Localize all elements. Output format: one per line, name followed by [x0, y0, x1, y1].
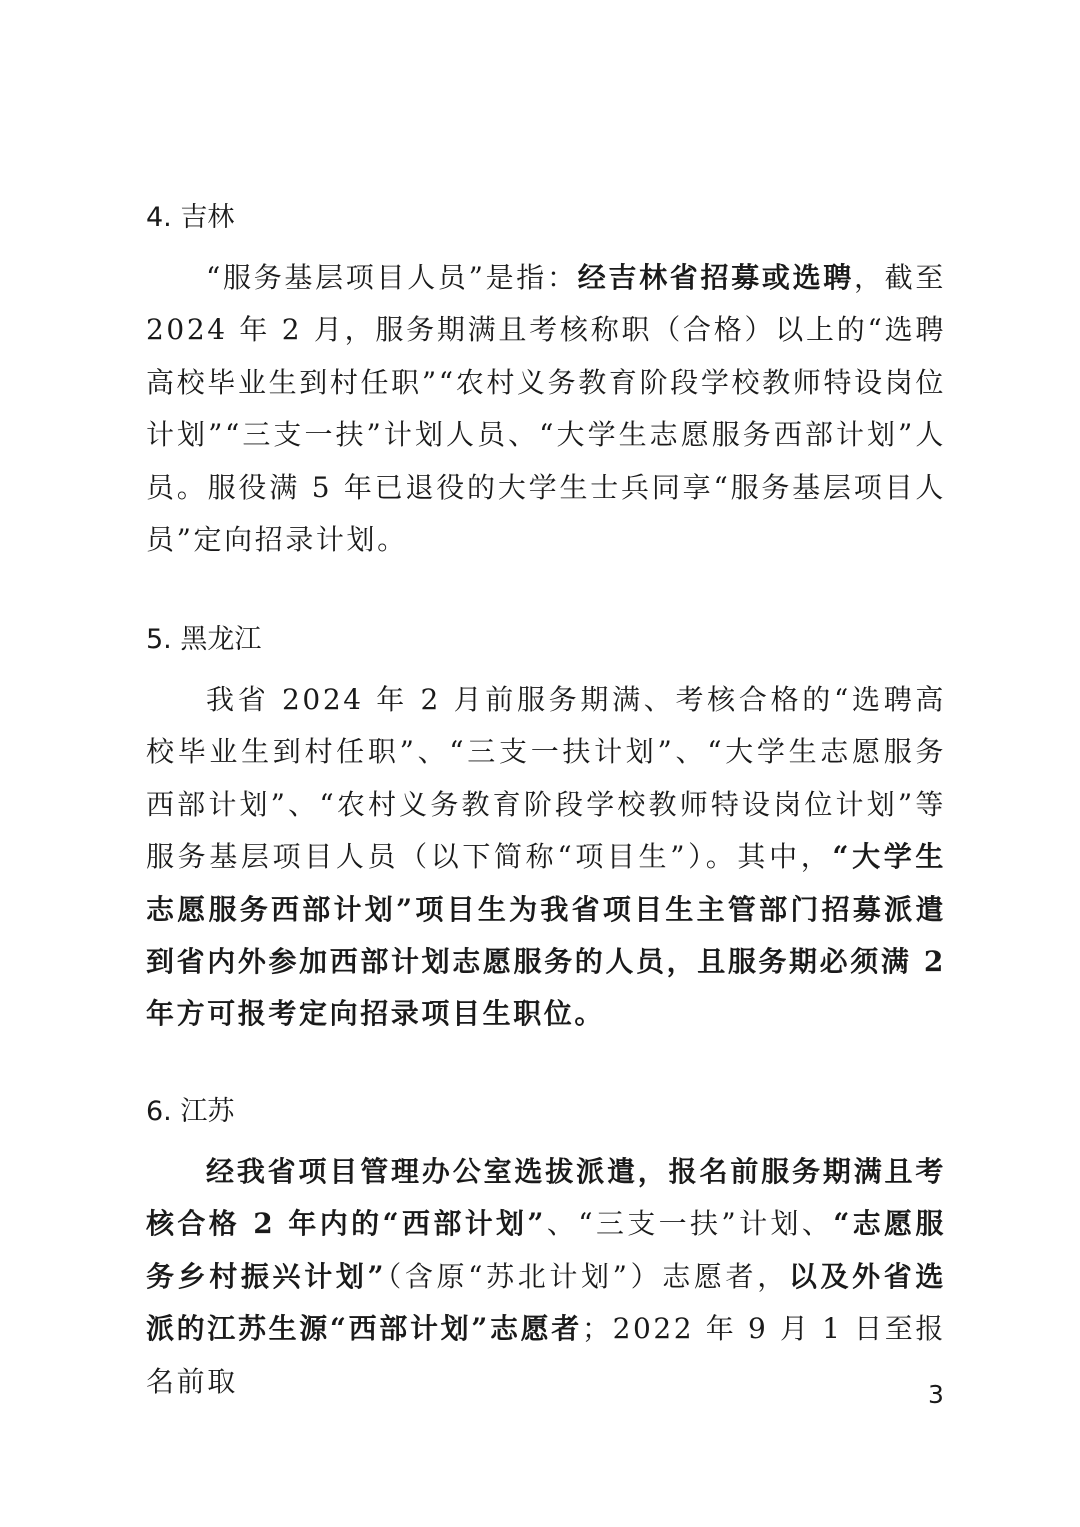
section-jiangsu — [146, 1092, 946, 1408]
bold-text-run: 经我省项目管理办公室选拔派遣，报名前服务期满且考核合格 2 年内的“西部计划” — [146, 1155, 946, 1241]
text-run: 我省 2024 年 2 月前服务期满、考核合格的“选聘高校毕业生到村任职”、“三支一扶计划”、“大学生志愿服务西部计划”、“农村义务教育阶段学校教师特设岗位计划”等服务基层项目人员（以下简称“项目生”）。其中， — [146, 683, 946, 874]
bold-text-run: 经吉林省招募或选聘 — [577, 261, 854, 294]
text-run: 、“三支一扶”计划、 — [546, 1207, 834, 1241]
text-run: “服务基层项目人员”是指： — [206, 261, 578, 294]
bold-text-run: “志愿服务乡村振兴计划” — [146, 1207, 946, 1293]
section-paragraph — [146, 674, 946, 1041]
bold-text-run: “大学生志愿服务西部计划”项目生为我省项目生主管部门招募派遣到省内外参加西部计划志愿服务的人员，且服务期必须满 2 年方可报考定向招录项目生职位。 — [146, 840, 946, 1031]
page-number: 3 — [928, 1380, 944, 1409]
text-run: （含原“苏北计划”）志愿者， — [386, 1259, 789, 1293]
bold-text-run: 以及外省选派的江苏生源“西部计划”志愿者 — [146, 1259, 947, 1346]
section-heilongjiang — [146, 620, 946, 1041]
text-run: ；2022 年 9 月 1 日至报名前取 — [146, 1312, 947, 1398]
section-heading: 6. 江苏 — [146, 1096, 235, 1127]
section-paragraph — [146, 252, 946, 566]
section-heading: 4. 吉林 — [146, 202, 235, 233]
section-heading: 5. 黑龙江 — [146, 624, 262, 655]
text-run: ，截至2024 年 2 月，服务期满且考核称职（合格）以上的“选聘高校毕业生到村任职”“农村义务教育阶段学校教师特设岗位计划”“三支一扶”计划人员、“大学生志愿服务西部计划”人员。服役满 5 年已退役的大学生士兵同享“服务基层项目人员”定向招录计划。 — [146, 261, 946, 557]
section-paragraph — [146, 1146, 946, 1408]
section-jilin — [146, 198, 946, 566]
